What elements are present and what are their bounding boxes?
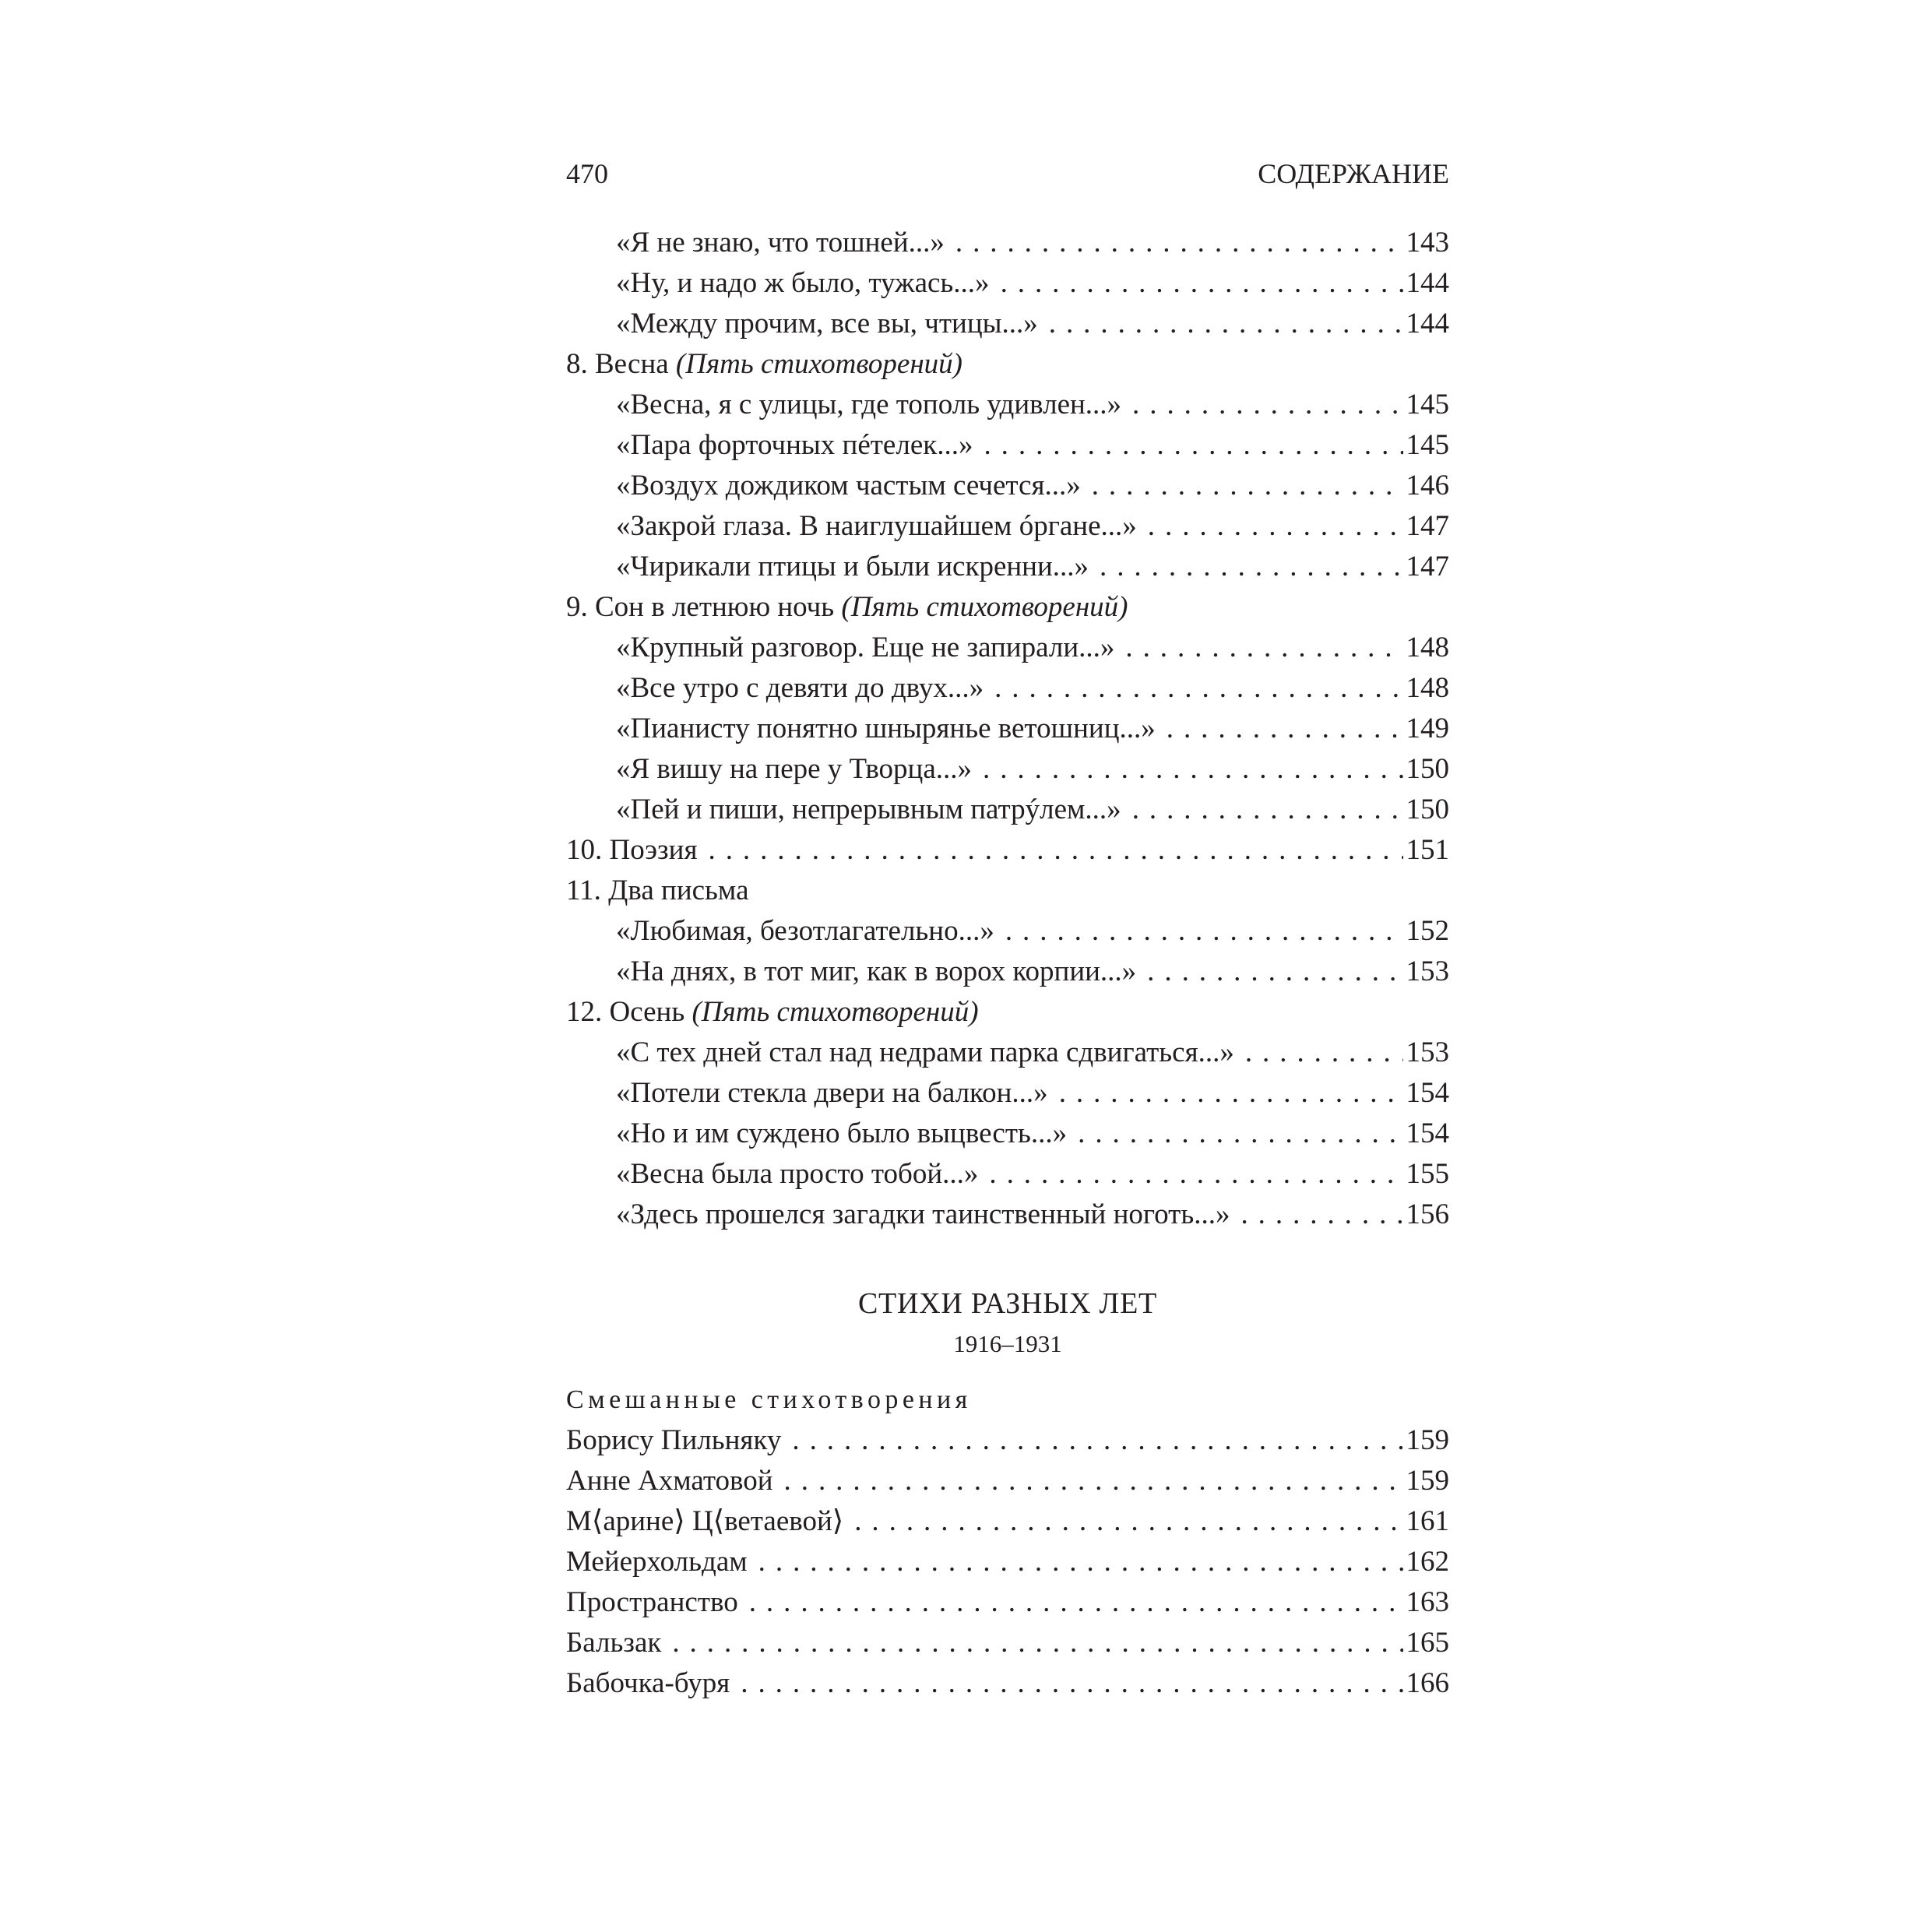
toc-entry-title: Бальзак [566,1627,662,1659]
dot-leader [1132,790,1403,830]
toc-entry-title [616,952,1136,992]
toc-page-number: 151 [1406,834,1449,866]
toc-entry [566,547,1449,587]
toc-entry [566,1623,1449,1663]
toc-page-number: 144 [1406,308,1449,340]
toc-entry-title-text: 11. Два письма [566,875,749,906]
toc-page-number: 159 [1406,1424,1449,1456]
dot-leader [1100,547,1402,587]
toc-entry [566,304,1449,344]
toc-entry [566,1154,1449,1195]
toc-page-number: 146 [1406,470,1449,501]
toc-entry-title-text: «Весна была просто тобой...» [616,1158,979,1190]
toc-entry-subtitle: (Пять стихотворений) [675,348,963,380]
section-subheading: Смешанные стихотворения [566,1385,972,1414]
toc-entry [566,709,1449,749]
toc-entry-title: Пространство [566,1586,738,1618]
toc-entry-title [616,1033,1234,1073]
toc-entry-title-text: «Все утро с девяти до двух...» [616,672,984,704]
toc-entry-title [616,425,973,466]
toc-page-number: 153 [1406,955,1449,987]
toc-page-number: 155 [1406,1158,1449,1190]
toc-entry-title-text: «С тех дней стал над недрами парка сдвигаться...» [616,1036,1234,1068]
toc-entry [566,425,1449,466]
toc-entry-title-text: «Воздух дождиком частым сечется...» [616,470,1081,501]
toc-group-heading [566,587,1449,628]
toc-entry [566,466,1449,506]
toc-entry [566,1582,1449,1623]
toc-group-heading [566,830,1449,871]
toc-entry-title [616,506,1137,547]
toc-entry [566,1663,1449,1704]
toc-entry-title-text: «Пара форточных пéтелек...» [616,429,973,461]
toc-entry [566,1542,1449,1582]
toc-entry-title: Анне Ахматовой [566,1465,773,1497]
toc-entry-subtitle: (Пять стихотворений) [841,591,1128,623]
toc-page-number: 154 [1406,1077,1449,1109]
dot-leader [741,1663,1402,1704]
dot-leader [1005,911,1403,952]
toc-entry [566,952,1449,992]
toc-entry-title: Мейерхольдам [566,1546,748,1578]
toc-entry-title: Борису Пильняку [566,1424,782,1456]
toc-entry-title-text: «Ну, и надо ж было, тужась...» [616,267,990,299]
toc-entry-title-text: 12. Осень [566,996,692,1028]
toc-entry-title-text: «Весна, я с улицы, где тополь удивлен...» [616,389,1122,421]
toc-page-number: 161 [1406,1505,1449,1537]
toc-entry-title [616,466,1081,506]
toc-entry-title [566,344,962,385]
toc-entry-title-text: 9. Сон в летнюю ночь [566,591,842,623]
toc-page-number: 148 [1406,672,1449,704]
dot-leader [1132,385,1402,425]
toc-entry-title-text: 10. Поэзия [566,834,698,866]
toc-entry [566,1501,1449,1542]
toc-entry [566,668,1449,709]
toc-entry [566,790,1449,830]
toc-entry [566,749,1449,790]
toc-entry-title [616,385,1121,425]
toc-entry-title [616,1114,1067,1154]
toc-entry [566,1114,1449,1154]
toc-entry [566,911,1449,952]
dot-leader [854,1501,1402,1542]
dot-leader [1148,506,1403,547]
toc-entry [566,385,1449,425]
dot-leader [672,1623,1402,1663]
toc-page-number: 147 [1406,510,1449,542]
toc-page-number: 148 [1406,632,1449,663]
toc-page-number: 143 [1406,227,1449,259]
toc-entry-title [566,830,698,871]
toc-page-number: 145 [1406,389,1449,421]
toc-page-number: 166 [1406,1667,1449,1699]
toc-entry-title [616,749,972,790]
toc-page-number: 156 [1406,1198,1449,1230]
toc-entry-title-text: «Закрой глаза. В наиглушайшем óргане...» [616,510,1137,542]
toc-page-number: 147 [1406,551,1449,582]
toc-page-number: 163 [1406,1586,1449,1618]
toc-entry-subtitle: (Пять стихотворений) [692,996,979,1028]
toc-entry-title [566,587,1128,628]
toc-entry [566,1073,1449,1114]
dot-leader [792,1420,1402,1461]
dot-leader [1059,1073,1403,1114]
dot-leader [955,223,1403,263]
toc-entry-title [616,223,945,263]
toc-entry [566,506,1449,547]
toc-entry [566,223,1449,263]
running-header [566,157,1449,198]
toc-group-heading [566,871,1449,911]
toc-page-number: 150 [1406,753,1449,785]
toc-group-heading [566,344,1449,385]
toc-entry-title-text: «Я не знаю, что тошней...» [616,227,945,259]
dot-leader [1092,466,1403,506]
dot-leader [709,830,1403,871]
toc-entry-title [616,709,1156,749]
toc-entry-title [616,911,994,952]
toc-group-heading [566,992,1449,1033]
dot-leader [784,1461,1403,1501]
toc-entry-title-text: «Здесь прошелся загадки таинственный ноготь...» [616,1198,1230,1230]
toc-entry-title-text: «Любимая, безотлагательно...» [616,915,994,947]
toc-entry-title [616,628,1114,668]
dot-leader [1125,628,1402,668]
running-title: СОДЕРЖАНИЕ [1258,158,1449,189]
toc-page-number: 149 [1406,713,1449,744]
toc-page-number: 153 [1406,1036,1449,1068]
table-of-contents [566,223,1449,1235]
section-contents [566,1380,1449,1704]
dot-leader [984,425,1402,466]
dot-leader [758,1542,1403,1582]
toc-page-number: 162 [1406,1546,1449,1578]
section-years: 1916–1931 [953,1330,1062,1357]
toc-page-number: 152 [1406,915,1449,947]
page-number: 470 [566,158,608,189]
toc-page-number: 150 [1406,794,1449,825]
toc-entry-title [616,1154,978,1195]
toc-entry [566,628,1449,668]
toc-entry [566,1195,1449,1235]
toc-entry-title-text: «Но и им суждено было выцвесть...» [616,1117,1068,1149]
toc-page-number: 144 [1406,267,1449,299]
dot-leader [983,749,1402,790]
toc-page-number: 159 [1406,1465,1449,1497]
toc-page-number: 154 [1406,1117,1449,1149]
dot-leader [1049,304,1403,344]
toc-entry-title [616,1195,1230,1235]
dot-leader [989,1154,1402,1195]
dot-leader [1001,263,1403,304]
dot-leader [1167,709,1403,749]
dot-leader [994,668,1402,709]
dot-leader [1147,952,1402,992]
toc-entry-title [616,1073,1048,1114]
toc-entry-title: М⟨арине⟩ Ц⟨ветаевой⟩ [566,1505,844,1537]
dot-leader [1245,1033,1403,1073]
toc-page-number: 165 [1406,1627,1449,1659]
toc-entry [566,1420,1449,1461]
toc-entry [566,1461,1449,1501]
toc-entry-title-text: «Пианисту понятно шнырянье ветошниц...» [616,713,1156,744]
section-title: СТИХИ РАЗНЫХ ЛЕТ [857,1287,1158,1320]
toc-entry-title-text: «На днях, в тот миг, как в ворох корпии...» [616,955,1137,987]
dot-leader [749,1582,1403,1623]
toc-entry-title [566,871,749,911]
toc-entry-title [616,263,990,304]
toc-entry [566,1033,1449,1073]
toc-entry-title: Бабочка-буря [566,1667,730,1699]
toc-entry-title-text: «Я вишу на пере у Творца...» [616,753,973,785]
toc-entry [566,263,1449,304]
toc-entry-title-text: «Пей и пиши, непрерывным патрýлем...» [616,794,1121,825]
toc-entry-title-text: «Крупный разговор. Еще не запирали...» [616,632,1115,663]
toc-entry-title [616,790,1121,830]
toc-entry-title [616,304,1038,344]
toc-entry-title [616,668,984,709]
toc-page-number: 145 [1406,429,1449,461]
toc-entry-title-text: 8. Весна [566,348,676,380]
toc-entry-title-text: «Между прочим, все вы, чтицы...» [616,308,1038,340]
toc-entry-title-text: «Потели стекла двери на балкон...» [616,1077,1048,1109]
dot-leader [1240,1195,1402,1235]
dot-leader [1078,1114,1402,1154]
toc-entry-title [616,547,1089,587]
toc-entry-title [566,992,979,1033]
toc-entry-title-text: «Чирикали птицы и были искренни...» [616,551,1089,582]
